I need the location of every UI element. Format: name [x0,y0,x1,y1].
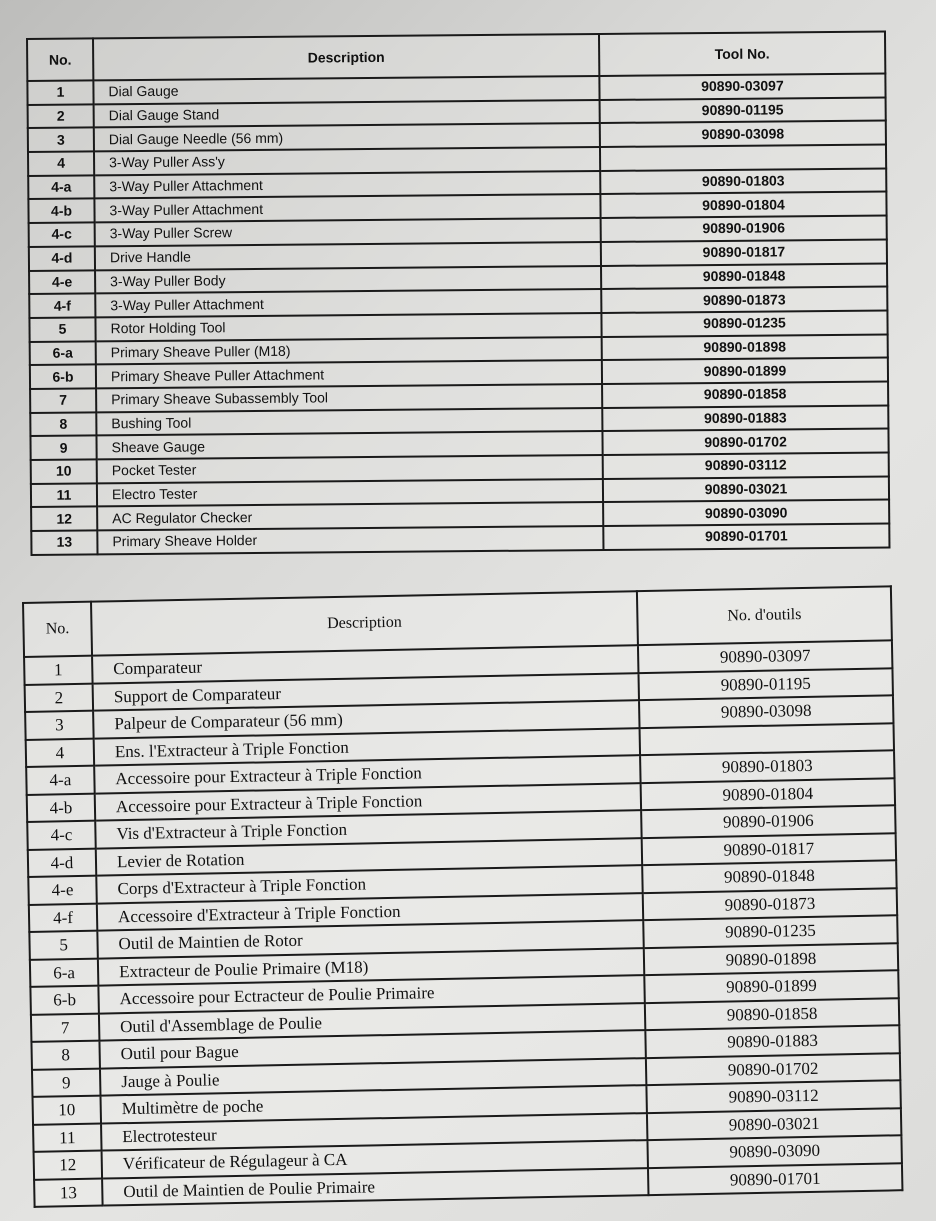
item-number-cell: 4-d [28,848,97,877]
description-cell: Dial Gauge [93,76,599,104]
item-number-cell: 3 [28,128,94,152]
item-number-cell: 7 [30,388,96,412]
description-cell: Sheave Gauge [96,431,602,459]
description-cell: Outil de Maintien de Poulie Primaire [102,1168,648,1206]
description-cell: Primary Sheave Puller Attachment [96,360,602,388]
item-number-cell: 13 [31,530,97,554]
tool-number-cell: 90890-03021 [603,476,889,502]
description-cell: Primary Sheave Puller (M18) [96,337,602,365]
tool-number-cell: 90890-03097 [638,640,892,672]
tool-number-cell [600,145,886,171]
description-cell: Outil d'Assemblage de Poulie [99,1003,645,1041]
description-cell: Accessoire d'Extracteur à Triple Fonction [97,893,643,931]
item-number-cell: 4-e [29,270,95,294]
description-cell: Electrotesteur [101,1113,647,1151]
description-cell: Jauge à Poulie [100,1058,646,1096]
item-number-cell: 11 [31,483,97,507]
description-cell: 3-Way Puller Attachment [94,194,600,222]
description-cell: Bushing Tool [96,408,602,436]
item-number-cell: 3 [25,711,94,740]
item-number-cell: 2 [25,683,94,712]
tool-number-cell: 90890-01702 [646,1053,900,1085]
tool-number-cell: 90890-01195 [638,668,892,700]
description-cell: Accessoire pour Extracteur à Triple Fonction [94,755,640,793]
item-number-cell: 6-a [30,341,96,365]
description-cell: Support de Comparateur [93,673,639,711]
tool-number-cell: 90890-01195 [600,97,886,123]
tool-number-cell: 90890-01858 [645,998,899,1030]
tool-number-cell: 90890-01906 [641,805,895,837]
tool-number-cell: 90890-01899 [602,358,888,384]
item-number-cell: 6-a [30,958,99,987]
description-cell: Primary Sheave Subassembly Tool [96,384,602,412]
item-number-cell: 5 [29,931,98,960]
description-cell: AC Regulator Checker [97,502,603,530]
tool-number-cell: 90890-01898 [644,943,898,975]
item-number-cell: 12 [34,1151,103,1180]
description-cell: Outil de Maintien de Rotor [97,920,643,958]
item-number-cell: 4-c [27,821,96,850]
item-number-cell: 6-b [30,365,96,389]
tool-number-cell: 90890-01817 [601,239,887,265]
item-number-cell: 12 [31,507,97,531]
item-number-cell: 4-c [29,223,95,247]
header-description: Description [93,34,599,80]
tool-number-cell: 90890-01803 [640,750,894,782]
tool-number-cell: 90890-01883 [602,405,888,431]
description-cell: Extracteur de Poulie Primaire (M18) [98,948,644,986]
tool-number-cell: 90890-01235 [643,915,897,947]
item-number-cell: 4-a [26,766,95,795]
description-cell: Vérificateur de Régulageur à CA [102,1140,648,1178]
tool-number-cell: 90890-01848 [642,860,896,892]
tool-number-cell: 90890-01817 [642,833,896,865]
tool-number-cell: 90890-01804 [600,192,886,218]
tool-number-cell: 90890-03090 [603,500,889,526]
item-number-cell: 4 [28,151,94,175]
item-number-cell: 10 [33,1096,102,1125]
description-cell: Ens. l'Extracteur à Triple Fonction [94,728,640,766]
item-number-cell: 5 [29,317,95,341]
tool-number-cell: 90890-01702 [602,429,888,455]
tool-number-cell: 90890-01858 [602,381,888,407]
item-number-cell: 4-b [28,199,94,223]
tool-number-cell: 90890-03112 [646,1080,900,1112]
description-cell: Levier de Rotation [96,838,642,876]
english-tools-table [26,30,890,555]
header-no: No. [23,602,92,657]
item-number-cell: 8 [31,1041,100,1070]
tool-number-cell: 90890-01883 [645,1025,899,1057]
tool-number-cell: 90890-01899 [644,970,898,1002]
item-number-cell: 10 [31,459,97,483]
tool-number-cell: 90890-01898 [602,334,888,360]
tool-number-cell: 90890-03090 [647,1135,901,1167]
tool-number-cell: 90890-03112 [603,452,889,478]
tool-number-cell: 90890-01906 [601,216,887,242]
item-number-cell: 1 [27,80,93,104]
description-cell: 3-Way Puller Attachment [95,289,601,317]
item-number-cell: 4-b [27,793,96,822]
description-cell: Palpeur de Comparateur (56 mm) [93,700,639,738]
description-cell: Drive Handle [95,242,601,270]
item-number-cell: 1 [24,656,93,685]
tool-number-cell: 90890-01848 [601,263,887,289]
item-number-cell: 4-e [28,876,97,905]
tool-number-cell: 90890-01804 [641,778,895,810]
description-cell: Pocket Tester [97,455,603,483]
french-table-body [24,640,902,1207]
tool-number-cell: 90890-01803 [600,168,886,194]
item-number-cell: 6-b [30,986,99,1015]
header-description: Description [91,591,638,655]
description-cell: Accessoire pour Ectracteur de Poulie Primaire [98,975,644,1013]
tool-number-cell: 90890-03098 [639,695,893,727]
description-cell: Dial Gauge Stand [94,100,600,128]
english-table-body [27,74,889,555]
item-number-cell: 4-d [29,246,95,270]
item-number-cell: 4 [26,738,95,767]
description-cell: Dial Gauge Needle (56 mm) [94,123,600,151]
description-cell: Electro Tester [97,479,603,507]
item-number-cell: 13 [34,1178,103,1207]
item-number-cell: 4-f [29,294,95,318]
tool-number-cell: 90890-01701 [603,524,889,550]
description-cell: 3-Way Puller Screw [95,218,601,246]
description-cell: Comparateur [92,645,638,683]
item-number-cell: 9 [32,1068,101,1097]
tool-number-cell: 90890-03098 [600,121,886,147]
item-number-cell: 4-f [29,903,98,932]
description-cell: Outil pour Bague [99,1030,645,1068]
description-cell: 3-Way Puller Ass'y [94,147,600,175]
description-cell: 3-Way Puller Body [95,265,601,293]
item-number-cell: 8 [30,412,96,436]
tool-number-cell: 90890-03097 [599,74,885,100]
description-cell: Accessoire pour Extracteur à Triple Fonction [95,783,641,821]
item-number-cell: 9 [30,436,96,460]
table-header-row [27,32,885,81]
tool-number-cell: 90890-01873 [643,888,897,920]
description-cell: 3-Way Puller Attachment [94,171,600,199]
description-cell: Corps d'Extracteur à Triple Fonction [96,865,642,903]
item-number-cell: 4-a [28,175,94,199]
header-no: No. [27,38,93,81]
tool-number-cell: 90890-01235 [601,310,887,336]
tool-number-cell: 90890-01701 [648,1163,902,1195]
description-cell: Multimètre de poche [100,1085,646,1123]
item-number-cell: 7 [31,1013,100,1042]
tool-number-cell: 90890-03021 [647,1108,901,1140]
description-cell: Primary Sheave Holder [97,526,603,554]
tool-number-cell: 90890-01873 [601,287,887,313]
item-number-cell: 2 [28,104,94,128]
french-tools-table [22,585,903,1208]
description-cell: Rotor Holding Tool [95,313,601,341]
item-number-cell: 11 [33,1123,102,1152]
header-tool-no: No. d'outils [637,586,892,645]
description-cell: Vis d'Extracteur à Triple Fonction [95,810,641,848]
header-tool-no: Tool No. [599,32,885,76]
